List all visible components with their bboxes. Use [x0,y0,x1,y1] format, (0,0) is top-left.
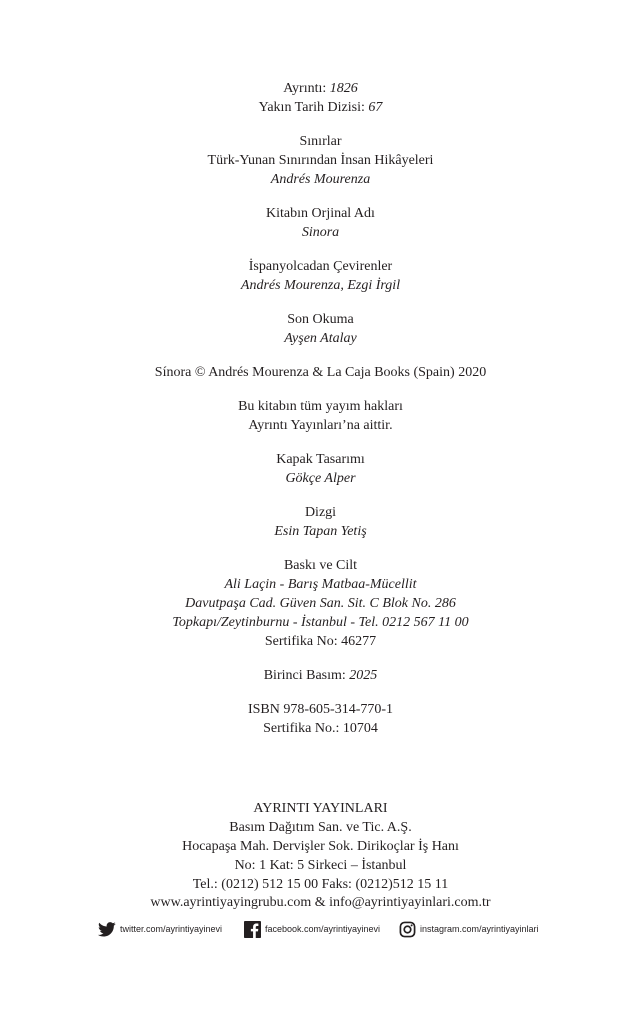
publisher-web: www.ayrintiyayingrubu.com & info@ayrintiyayinlari.com.tr [150,895,491,910]
edition-line [0,666,641,685]
series-label: Ayrıntı: [283,81,330,96]
publisher-phone: Tel.: (0212) 512 15 00 Faks: (0212)512 15 11 [192,877,449,892]
series-line-2 [0,98,641,117]
publisher-company: Basım Dağıtım San. ve Tic. A.Ş. [229,820,412,835]
edition-year: 2025 [349,668,378,683]
printing-certificate: Sertifika No: 46277 [264,634,377,649]
facebook-icon [244,921,261,938]
printing-line-1: Ali Laçin - Barış Matbaa-Mücellit [224,577,417,592]
isbn-line: ISBN 978-605-314-770-1 [247,702,394,717]
twitter-link[interactable] [98,918,222,940]
series-number: 1826 [329,81,358,96]
printing-line-2: Davutpaşa Cad. Güven San. Sit. C Blok No. 286 [185,596,456,611]
cover-design-value: Gökçe Alper [285,471,356,486]
typesetting-value: Esin Tapan Yetiş [274,524,367,539]
translators-value: Andrés Mourenza, Ezgi İrgil [240,278,401,293]
publisher-address-2: No: 1 Kat: 5 Sirkeci – İstanbul [234,858,407,873]
series-label: Yakın Tarih Dizisi: [258,100,369,115]
instagram-link[interactable] [399,918,539,940]
edition-label: Birinci Basım: [263,668,350,683]
rights-line-1: Bu kitabın tüm yayım hakları [238,399,403,414]
book-title: Sınırlar [299,134,342,149]
publisher-name: AYRINTI YAYINLARI [253,801,388,816]
isbn-certificate: Sertifika No.: 10704 [263,721,378,736]
printing-label: Baskı ve Cilt [283,558,358,573]
instagram-handle[interactable]: instagram.com/ayrintiyayinlari [420,924,539,934]
facebook-handle[interactable]: facebook.com/ayrintiyayinevi [265,924,381,934]
copyright-line: Sínora © Andrés Mourenza & La Caja Books (Spain) 2020 [154,365,487,380]
publisher-address-1: Hocapaşa Mah. Dervişler Sok. Dirikoçlar İş Hanı [182,839,459,854]
proofreading-value: Ayşen Atalay [284,331,357,346]
proofreading-label: Son Okuma [287,312,354,327]
instagram-icon [399,921,416,938]
book-subtitle: Türk-Yunan Sınırından İnsan Hikâyeleri [207,153,434,168]
rights-line-2: Ayrıntı Yayınları’na aittir. [248,418,393,433]
series-line-1 [0,79,641,98]
typesetting-label: Dizgi [304,505,337,520]
translators-label: İspanyolcadan Çevirenler [248,259,393,274]
facebook-link[interactable] [244,918,380,940]
original-title-label: Kitabın Orjinal Adı [266,206,375,221]
original-title-value: Sinora [301,225,340,240]
twitter-handle[interactable]: twitter.com/ayrintiyayinevi [120,924,223,934]
series-number: 67 [368,100,383,115]
book-author: Andrés Mourenza [270,172,371,187]
printing-line-3: Topkapı/Zeytinburnu - İstanbul - Tel. 0212 567 11 00 [172,615,469,630]
twitter-icon [98,922,116,937]
cover-design-label: Kapak Tasarımı [276,452,365,467]
